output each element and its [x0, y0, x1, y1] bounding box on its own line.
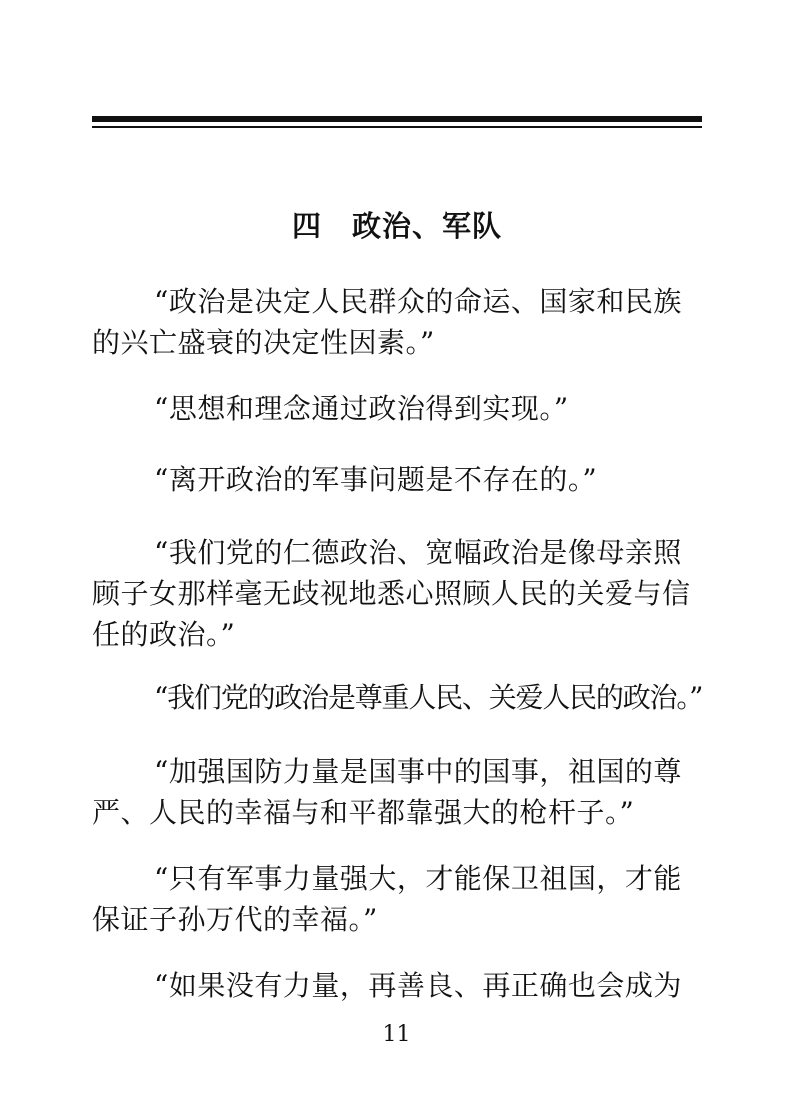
paragraph-line: 的兴亡盛衰的决定性因素。”: [92, 326, 435, 359]
paragraph-line: “我们党的政治是尊重人民、关爱人民的政治。”: [154, 681, 703, 714]
paragraph-line: “我们党的仁德政治、宽幅政治是像母亲照: [154, 536, 682, 569]
paragraph-line: “政治是决定人民群众的命运、国家和民族: [154, 285, 682, 318]
paragraph-line: “加强国防力量是国事中的国事，祖国的尊: [154, 755, 682, 788]
paragraph-line: 保证子孙万代的幸福。”: [92, 903, 378, 936]
paragraph-3: [92, 459, 706, 500]
paragraph-line: 顾子女那样毫无歧视地悉心照顾人民的关爱与信: [92, 577, 691, 610]
page-number: 11: [382, 1022, 411, 1047]
header-rule-thin: [92, 126, 702, 128]
paragraph-5: [92, 677, 706, 718]
paragraph-line: “只有军事力量强大，才能保卫祖国，才能: [154, 862, 682, 895]
paragraph-4: [92, 532, 706, 655]
paragraph-1: [92, 281, 706, 363]
paragraph-7: [92, 858, 706, 940]
paragraph-8: [92, 965, 706, 1006]
paragraph-line: 任的政治。”: [92, 618, 236, 651]
section-heading: 四 政治、军队: [291, 209, 502, 243]
header-rule-thick: [92, 116, 702, 122]
paragraph-2: [92, 388, 706, 429]
paragraph-line: 严、人民的幸福与和平都靠强大的枪杆子。”: [92, 796, 635, 829]
paragraph-line: “思想和理念通过政治得到实现。”: [154, 392, 569, 425]
paragraph-line: “如果没有力量，再善良、再正确也会成为: [154, 969, 682, 1002]
paragraph-6: [92, 751, 706, 833]
paragraph-line: “离开政治的军事问题是不存在的。”: [154, 463, 598, 496]
